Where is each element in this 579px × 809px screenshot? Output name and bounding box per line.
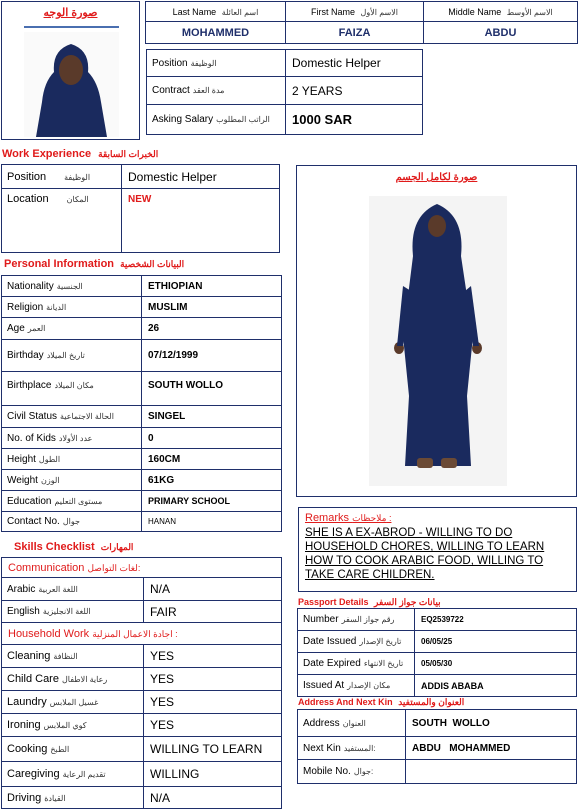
passport-label-ar: رقم جواز السفر [341, 615, 395, 624]
household-value: YES [144, 645, 282, 668]
passport-label-cell [298, 609, 415, 631]
remarks-box [298, 507, 577, 592]
personal-label-cell [2, 449, 142, 470]
household-label-ar: غسيل الملابس [49, 698, 99, 707]
personal-label-cell [2, 491, 142, 512]
we-position-value: Domestic Helper [122, 165, 280, 189]
job-position-label-cell [147, 50, 286, 77]
passport-label-ar: تاريخ الانتهاء [363, 659, 404, 668]
salary-value: 1000 SAR [286, 105, 423, 135]
job-table [146, 49, 423, 135]
household-label-cell [2, 714, 144, 737]
last-name-label-cell [146, 2, 286, 22]
middle-name-label: Middle Name [448, 6, 502, 17]
personal-label-ar: الديانة [46, 302, 67, 312]
language-label: Arabic [7, 583, 36, 595]
remarks-title-en: Remarks [305, 512, 350, 524]
salary-label-ar: الراتب المطلوب [216, 115, 270, 124]
personal-label-ar: تاريخ الميلاد [46, 351, 85, 360]
communication-title-ar: لغات التواصل: [87, 562, 141, 573]
language-label-cell [2, 578, 144, 601]
household-row [2, 762, 282, 787]
work-experience-title-en: Work Experience [2, 148, 92, 160]
passport-value: 05/05/30 [415, 653, 577, 675]
household-value: YES [144, 691, 282, 714]
personal-row [2, 491, 282, 512]
personal-value: SOUTH WOLLO [142, 372, 282, 406]
personal-label-ar: الطول [38, 454, 61, 464]
passport-label-cell [298, 653, 415, 675]
personal-value: HANAN [142, 512, 282, 532]
household-label-cell [2, 668, 144, 691]
personal-row [2, 276, 282, 297]
personal-label-cell [2, 297, 142, 318]
personal-label: Religion [7, 301, 44, 313]
skills-title-ar: المهارات [100, 542, 134, 552]
first-name-value: FAIZA [286, 22, 424, 44]
last-name-label-ar: اسم العائلة [221, 7, 259, 17]
name-table [145, 1, 578, 44]
household-row [2, 737, 282, 762]
household-row [2, 714, 282, 737]
household-label-cell [2, 645, 144, 668]
passport-title-ar: بيانات جواز السفر [374, 597, 441, 607]
work-experience-table [1, 164, 280, 253]
personal-row [2, 372, 282, 406]
household-label: Child Care [7, 673, 59, 685]
passport-label: Date Expired [303, 658, 361, 669]
language-value: FAIR [144, 601, 282, 623]
communication-title: Communication [8, 561, 85, 574]
passport-label-ar: مكان الإصدار [347, 681, 391, 690]
passport-row [298, 631, 577, 653]
household-title-ar: اجادة الاعمال المنزلية : [92, 628, 178, 639]
personal-label-cell [2, 340, 142, 372]
salary-label-cell [147, 105, 286, 135]
address-value [406, 760, 577, 784]
address-label-cell [298, 737, 406, 760]
first-name-label-cell [286, 2, 424, 22]
address-label-cell [298, 710, 406, 737]
household-row [2, 787, 282, 809]
face-photo-underline [24, 26, 119, 28]
address-row [298, 760, 577, 784]
personal-label: Civil Status [7, 411, 58, 422]
address-label-ar: جوال: [353, 767, 374, 776]
personal-value: ETHIOPIAN [142, 276, 282, 297]
personal-row [2, 297, 282, 318]
household-label: Cleaning [7, 650, 51, 662]
personal-info-title-ar: البيانات الشخصية [120, 259, 185, 269]
household-value: YES [144, 668, 282, 691]
language-label-ar: اللغة العربية [38, 584, 78, 594]
address-label: Next Kin [303, 742, 341, 754]
address-value: SOUTH WOLLO [406, 710, 577, 737]
passport-row [298, 609, 577, 631]
household-value: YES [144, 714, 282, 737]
we-location-label-cell [2, 189, 122, 253]
household-value: WILLING [144, 762, 282, 787]
personal-row [2, 449, 282, 470]
personal-value: 0 [142, 428, 282, 449]
personal-label-ar: عدد الأولاد [58, 433, 93, 443]
passport-label-cell [298, 675, 415, 697]
household-label-cell [2, 691, 144, 714]
we-position-label: Position [7, 170, 47, 183]
last-name-label: Last Name [172, 6, 217, 17]
personal-value: MUSLIM [142, 297, 282, 318]
personal-value: PRIMARY SCHOOL [142, 491, 282, 512]
personal-label: Weight [7, 474, 38, 486]
personal-value: 61KG [142, 470, 282, 491]
address-row [298, 710, 577, 737]
personal-label: Height [7, 453, 36, 465]
face-photo-frame [1, 1, 140, 140]
personal-info-table [1, 275, 282, 532]
address-value: ABDU MOHAMMED [406, 737, 577, 760]
personal-label: Education [7, 495, 52, 507]
remarks-text: SHE IS A EX-ABROD - WILLING TO DO HOUSEHOLD CHORES, WILLING TO LEARN HOW TO COOK ARABIC FOOD, WILLING TO TAKE CARE CHILDREN. [305, 527, 545, 581]
household-label-cell [2, 762, 144, 787]
personal-value: 26 [142, 318, 282, 340]
personal-label-cell [2, 428, 142, 449]
passport-label: Issued At [303, 680, 345, 691]
personal-label-ar: جوال [62, 517, 80, 526]
salary-label: Asking Salary [152, 114, 214, 125]
personal-row [2, 470, 282, 491]
face-photo-title: صورة الوجه [43, 7, 98, 19]
household-label-cell [2, 787, 144, 809]
language-label-ar: اللغة الانجليزية [42, 607, 91, 616]
household-row [2, 691, 282, 714]
passport-row [298, 653, 577, 675]
full-photo-title: صورة لكامل الجسم [395, 172, 478, 183]
passport-label-ar: تاريخ الإصدار [359, 637, 402, 646]
communication-title-cell [2, 558, 282, 578]
address-table [297, 709, 577, 784]
household-label-ar: النظافة [53, 652, 78, 661]
language-label: English [7, 606, 40, 617]
face-photo [24, 32, 119, 137]
household-label: Ironing [7, 719, 41, 731]
work-experience-title-ar: الخبرات السابقة [98, 149, 159, 159]
personal-label-ar: الجنسية [56, 281, 83, 291]
personal-label: Nationality [7, 280, 54, 292]
work-experience-title [2, 148, 158, 160]
personal-label: Birthplace [7, 380, 52, 391]
passport-row [298, 675, 577, 697]
address-row [298, 737, 577, 760]
personal-label-ar: مستوى التعليم [54, 496, 103, 506]
household-title: Household Work [8, 627, 90, 640]
personal-label-ar: مكان الميلاد [54, 381, 94, 390]
household-label-ar: الطبخ [50, 745, 70, 754]
personal-label: No. of Kids [7, 432, 56, 444]
remarks-title [305, 512, 570, 524]
we-location-value: NEW [122, 189, 280, 253]
passport-value: EQ2539722 [415, 609, 577, 631]
middle-name-label-ar: الاسم الأوسط [506, 7, 553, 17]
household-label: Driving [7, 791, 42, 804]
personal-info-title [4, 258, 184, 270]
we-position-label-cell [2, 165, 122, 189]
personal-label-ar: الحالة الاجتماعية [60, 412, 114, 421]
personal-row [2, 340, 282, 372]
address-label-ar: المستفيد: [343, 743, 376, 753]
we-location-label-ar: المكان [66, 195, 89, 204]
we-location-label: Location [7, 193, 49, 205]
full-photo-frame [296, 165, 577, 497]
language-row [2, 578, 282, 601]
language-row [2, 601, 282, 623]
household-label: Laundry [7, 696, 47, 708]
personal-label-ar: العمر [27, 324, 46, 333]
contract-label-ar: مدة العقد [192, 86, 225, 95]
address-label: Address [303, 717, 340, 729]
household-value: WILLING TO LEARN [144, 737, 282, 762]
household-row [2, 668, 282, 691]
personal-label-cell [2, 318, 142, 340]
we-position-label-ar: الوظيفة [64, 172, 91, 182]
personal-label: Contact No. [7, 516, 60, 527]
address-label-ar: العنوان [342, 718, 366, 728]
language-label-cell [2, 601, 144, 623]
personal-value: 07/12/1999 [142, 340, 282, 372]
household-value: N/A [144, 787, 282, 809]
passport-label-cell [298, 631, 415, 653]
passport-value: 06/05/25 [415, 631, 577, 653]
household-label-ar: تقديم الرعاية [62, 770, 106, 779]
full-body-photo [369, 196, 507, 486]
passport-title [298, 597, 441, 608]
personal-value: SINGEL [142, 406, 282, 428]
personal-label-cell [2, 406, 142, 428]
contract-label: Contract [152, 85, 190, 96]
personal-row [2, 406, 282, 428]
first-name-label: First Name [310, 6, 355, 17]
job-position-value: Domestic Helper [286, 50, 423, 77]
household-label-ar: رعاية الاطفال [61, 675, 108, 684]
job-position-label: Position [152, 57, 188, 69]
personal-label: Age [7, 323, 25, 334]
household-row [2, 645, 282, 668]
household-label: Caregiving [7, 768, 60, 780]
personal-label-cell [2, 276, 142, 297]
personal-label: Birthday [7, 350, 44, 361]
skills-table [1, 557, 282, 809]
middle-name-value: ABDU [424, 22, 578, 44]
address-label: Mobile No. [303, 766, 351, 777]
address-title-en: Address And Next Kin [298, 697, 393, 707]
personal-label-cell [2, 470, 142, 491]
skills-title-en: Skills Checklist [14, 541, 95, 553]
passport-label: Date Issued [303, 636, 357, 647]
personal-row [2, 512, 282, 532]
contract-value: 2 YEARS [286, 77, 423, 105]
personal-label-ar: الوزن [40, 475, 60, 485]
household-label: Cooking [7, 743, 48, 755]
language-value: N/A [144, 578, 282, 601]
last-name-value: MOHAMMED [146, 22, 286, 44]
household-label-ar: القيادة [44, 793, 66, 803]
personal-info-title-en: Personal Information [4, 258, 115, 270]
passport-value: ADDIS ABABA [415, 675, 577, 697]
address-title [298, 697, 464, 708]
passport-label: Number [303, 614, 339, 625]
personal-row [2, 318, 282, 340]
personal-row [2, 428, 282, 449]
personal-label-cell [2, 512, 142, 532]
household-title-cell [2, 623, 282, 645]
contract-label-cell [147, 77, 286, 105]
personal-value: 160CM [142, 449, 282, 470]
remarks-title-ar: ملاحظات : [352, 513, 392, 523]
skills-title [14, 541, 133, 553]
passport-table [297, 608, 577, 697]
middle-name-label-cell [424, 2, 578, 22]
personal-label-cell [2, 372, 142, 406]
job-position-label-ar: الوظيفة [190, 58, 217, 68]
household-label-cell [2, 737, 144, 762]
passport-title-en: Passport Details [298, 597, 369, 607]
address-label-cell [298, 760, 406, 784]
first-name-label-ar: الاسم الأول [360, 7, 399, 17]
household-label-ar: كوي الملابس [43, 721, 87, 730]
address-title-ar: العنوان والمستفيد [398, 697, 465, 707]
